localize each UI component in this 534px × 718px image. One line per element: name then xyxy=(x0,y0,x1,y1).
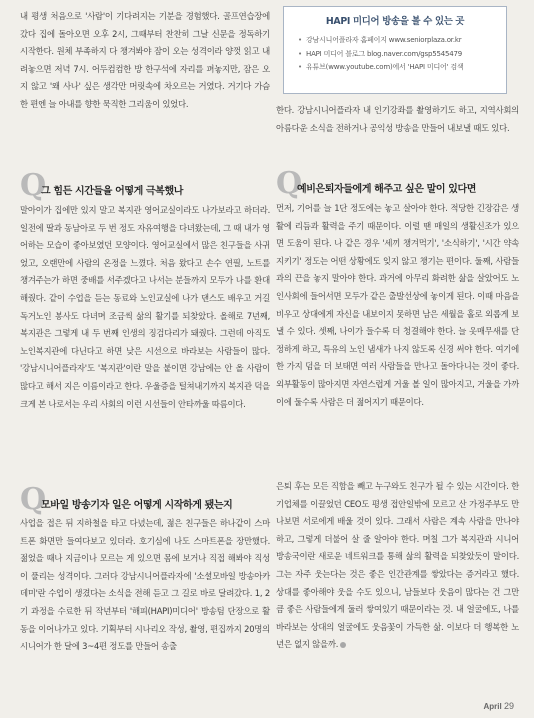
info-box-list xyxy=(284,34,506,75)
answer-paragraph-1: 말아이가 집에만 있지 말고 복지관 영어교실이라도 나가보라고 하더라. 일전에 딸과 동남아로 두 번 정도 자유여행을 다녀왔는데, 그 때 내가 영어하는 모습이 좋아보였던 모양이다. 영어교실에서 많은 친구들을 사귀었고, 오랜만에 사람의 온정을 느꼈다. 처음 왔다고 손수 연필, 노트를 챙겨주는가 하면 중배를 서주겠다고 나서는 분들까지 모두가 나를 환대해줬다. 같이 수업을 듣는 동료와 노인교실에 나가 댄스도 배우고 거길 독거노인 봉사도 다녀며 조금씩 삶의 활기를 되찾았다. 올해로 7년째, 복지관은 그렇게 내 두 번째 인생의 징검다리가 돼줬다. 그런데 아직도 노인복지관에 다닌다고 하면 낮은 시선으로 바라보는 사람들이 많다. '강남시니어플라자'도 '복지관'이란 말을 붙이면 강남에는 안 올 사람이 많다고 해서 지은 이름이라고 한다. 우울증을 털쳐내기까지 복지관 덕을 크게 본 나로서는 우리 사회의 이런 시선들이 안타까울 따름이다. xyxy=(20,205,270,409)
q-mark-icon: Q xyxy=(20,482,47,517)
broadcast-info-box xyxy=(283,6,507,94)
info-item: • 강남시니어플라자 홈페이지 www.seniorplaza.or.kr xyxy=(298,34,506,48)
closing-paragraph: 은퇴 후는 모든 직함을 빼고 누구와도 친구가 될 수 있는 시간이다. 한 기업체를 이끌었던 CEO도 평생 접안일밖에 모르고 산 가정주부도 만나보면 서로에게 배울 것이 있다. 그래서 사람은 계속 사람을 만나야 하고, 그렇게 더불어 살 줄 알아야 한다. 며칠 그가 복지관과 시니어 방송국이란 새로운 네트워크를 통해 삶의 활력을 되찾았듯이 말이다. 그는 자주 웃는다는 것은 좋은 인간관계를 쌓았다는 증거라고 했다. 상대를 좋아해야 웃을 수도 있으니, 남들보다 웃음이 많다는 건 그만큼 좋은 사람들에게 둘러 쌓여있기 때문이라는 것. 내 얼굴에도, 나를 바라보는 상대의 얼굴에도 웃음꽃이 가득한 삶. 이보다 더 행복한 노년은 없지 않을까. xyxy=(276,481,519,650)
q-mark-icon: Q xyxy=(276,166,303,201)
q-mark-icon: Q xyxy=(20,168,47,203)
footer-month: April xyxy=(483,702,502,711)
question-title: 예비은퇴자들에게 해주고 싶은 말이 있다면 xyxy=(297,184,477,195)
continued-paragraph: 한다. 강남시니어플라자 내 인기강좌를 촬영하기도 하고, 지역사회의 아름다운 소식을 전하거나 공익성 방송을 만들어 내보낼 때도 있다. xyxy=(276,105,519,133)
bullet-icon: • xyxy=(298,63,302,71)
bullet-icon: • xyxy=(298,49,302,58)
question-heading-2 xyxy=(20,482,270,517)
info-item: • 유튜브(www.youtube.com)에서 'HAPI 미디어' 검색 xyxy=(298,61,506,75)
info-box-title: HAPI 미디어 방송을 볼 수 있는 곳 xyxy=(325,16,465,27)
info-item: • HAPI 미디어 블로그 blog.naver.com/gsp5545479 xyxy=(298,48,506,62)
question-heading-1 xyxy=(20,168,270,203)
end-mark-icon xyxy=(340,642,346,648)
question-heading-3 xyxy=(276,166,519,201)
answer-paragraph-3: 먼저, 기어를 늘 1단 정도에는 놓고 살아야 한다. 적당한 긴장감은 생활에 리듬과 활력을 주기 때문이다. 이럴 땐 매일의 생활신조가 있으면 도움이 된다. 나 같은 경우 '세끼 챙겨먹기', '소식하기', '시간 약속 지키기' 정도는 어떤 상황에도 잊지 않고 챙기는 편이다. 둘째, 사람들과의 끈을 놓지 말아야 한다. 과거에 아무리 화려한 삶을 살았어도 노인사회에 들어서면 모두가 같은 출발선상에 놓이게 된다. 이때 마음을 비우고 상대에게 자신을 내보이지 못하면 남은 세월을 홀로 외롭게 보낼 수 있다. 셋째, 나이가 들수록 더 청결해야 한다. 늘 옷매무새를 단정하게 하고, 특유의 노인 냄새가 나지 않도록 신경 써야 한다. 여기에 한 가지 덤을 더 보태면 여러 사람들을 만나고 돌아다니는 것이 좋다. 외부활동이 많아지면 자연스럽게 거울 볼 일이 많아지고, 거울을 가까이에 둘수록 사람은 더 젊어지기 때문이다. xyxy=(276,203,519,407)
bullet-icon: • xyxy=(298,36,302,44)
question-title: 모바일 방송기자 일은 어떻게 시작하게 됐는지 xyxy=(41,500,233,511)
page-footer xyxy=(484,701,514,711)
intro-paragraph: 내 평생 처음으로 '사람'이 기다려지는 기분을 경험했다. 골프연습장에 갔다 집에 돌아오면 오후 2시, 그때부터 찬찬히 그날 신문을 정독하기 시작한다. 원체 부족하지 다 챙겨봐야 잠이 오는 성격이라 양껏 읽고 내려놓으면 저녁 7시. 어두컴컴한 방 한구석에 자리를 펴놓지만, 잠은 오지 않고 '왜 사나' 싶은 생각만 머릿속에 차오르는 거였다. 거기다 가슴 한 편엔 늘 아내를 향한 묵직한 그리움이 있었다. xyxy=(20,11,270,109)
question-title: 그 힘든 시간들을 어떻게 극복했나 xyxy=(41,186,183,197)
page-number: 29 xyxy=(503,701,514,711)
answer-paragraph-2: 사업을 접은 뒤 지하철을 타고 다녔는데, 젊은 친구들은 하나같이 스마트폰 화면만 들여다보고 있더라. 호기심에 나도 스마트폰을 장만했다. 젊었을 때나 지금이나 모르는 게 있으면 몸에 보거나 직접 해봐야 직성이 풀리는 성격이다. 그러다 강남시니어플라자에 '소셜모바일 방송아카데미'란 수업이 생겼다는 소식을 전해 듣고 그 길로 바로 달려갔다. 1, 2기 과정을 수료한 뒤 작년부터 '해피(HAPI)미디어' 방송팀 단장으로 활동을 이어나가고 있다. 기획부터 시나리오 작성, 촬영, 편집까지 20명의 시니어가 한 달에 3~4편 정도를 만들어 송출 xyxy=(20,518,270,652)
